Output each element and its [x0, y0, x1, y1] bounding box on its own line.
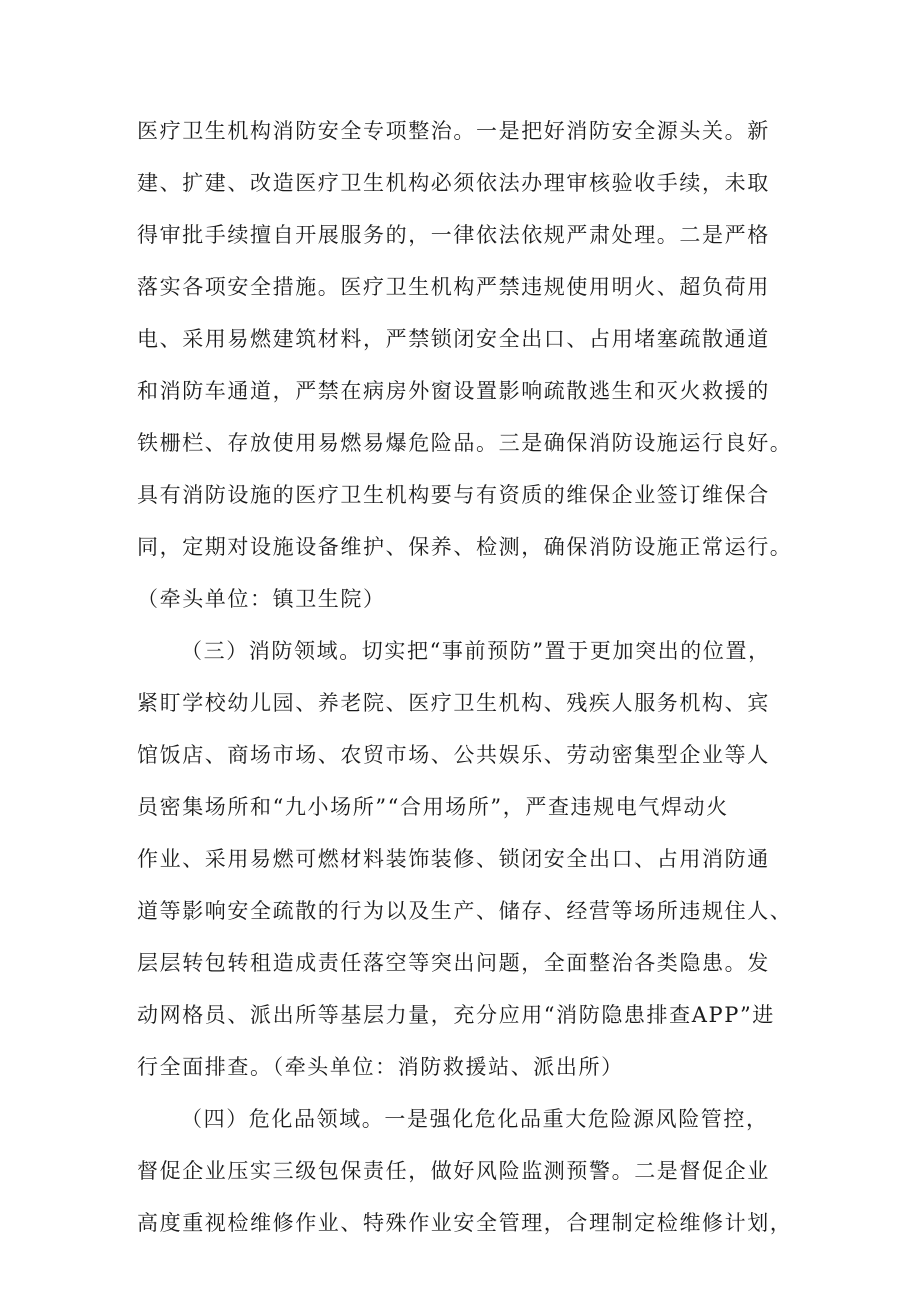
document-body	[137, 105, 797, 1249]
text-line: 馆饭店、商场市场、农贸市场、公共娱乐、劳动密集型企业等人	[137, 743, 770, 767]
text-line: 具有消防设施的医疗卫生机构要与有资质的维保企业签订维保合	[137, 483, 770, 507]
section-heading-line: （三）消防领域。切实把“事前预防”置于更加突出的位置，	[181, 639, 771, 663]
text-line: 医疗卫生机构消防安全专项整治。一是把好消防安全源头关。新	[137, 119, 770, 143]
text-line: 道等影响安全疏散的行为以及生产、储存、经营等场所违规住人、	[137, 899, 793, 923]
text-line: 高度重视检维修作业、特殊作业安全管理，合理制定检维修计划，	[137, 1211, 793, 1235]
text-line: 电、采用易燃建筑材料，严禁锁闭安全出口、占用堵塞疏散通道	[137, 327, 770, 351]
text-line: 员密集场所和“九小场所”“合用场所”，严查违规电气焊动火	[137, 795, 729, 819]
text-line: 同，定期对设施设备维护、保养、检测，确保消防设施正常运行。	[137, 535, 793, 559]
text-line: 动网格员、派出所等基层力量，充分应用“消防隐患排查APP”进	[137, 1003, 775, 1027]
text-line: 铁栅栏、存放使用易燃易爆危险品。三是确保消防设施运行良好。	[137, 431, 793, 455]
text-line: 得审批手续擅自开展服务的，一律依法依规严肃处理。二是严格	[137, 223, 770, 247]
text-line: 建、扩建、改造医疗卫生机构必须依法办理审核验收手续，未取	[137, 171, 770, 195]
text-line: 紧盯学校幼儿园、养老院、医疗卫生机构、残疾人服务机构、宾	[137, 691, 770, 715]
text-line: 落实各项安全措施。医疗卫生机构严禁违规使用明火、超负荷用	[137, 275, 770, 299]
section-heading-line: （四）危化品领域。一是强化危化品重大危险源风险管控，	[181, 1107, 769, 1131]
text-line: 和消防车通道，严禁在病房外窗设置影响疏散逃生和灭火救援的	[137, 379, 770, 403]
text-line: 层层转包转租造成责任落空等突出问题，全面整治各类隐患。发	[137, 951, 770, 975]
text-line: 行全面排查。（牵头单位：消防救援站、派出所）	[137, 1055, 624, 1079]
text-line: （牵头单位：镇卫生院）	[137, 587, 386, 611]
text-line: 督促企业压实三级包保责任，做好风险监测预警。二是督促企业	[137, 1159, 770, 1183]
text-line: 作业、采用易燃可燃材料装饰装修、锁闭安全出口、占用消防通	[137, 847, 770, 871]
